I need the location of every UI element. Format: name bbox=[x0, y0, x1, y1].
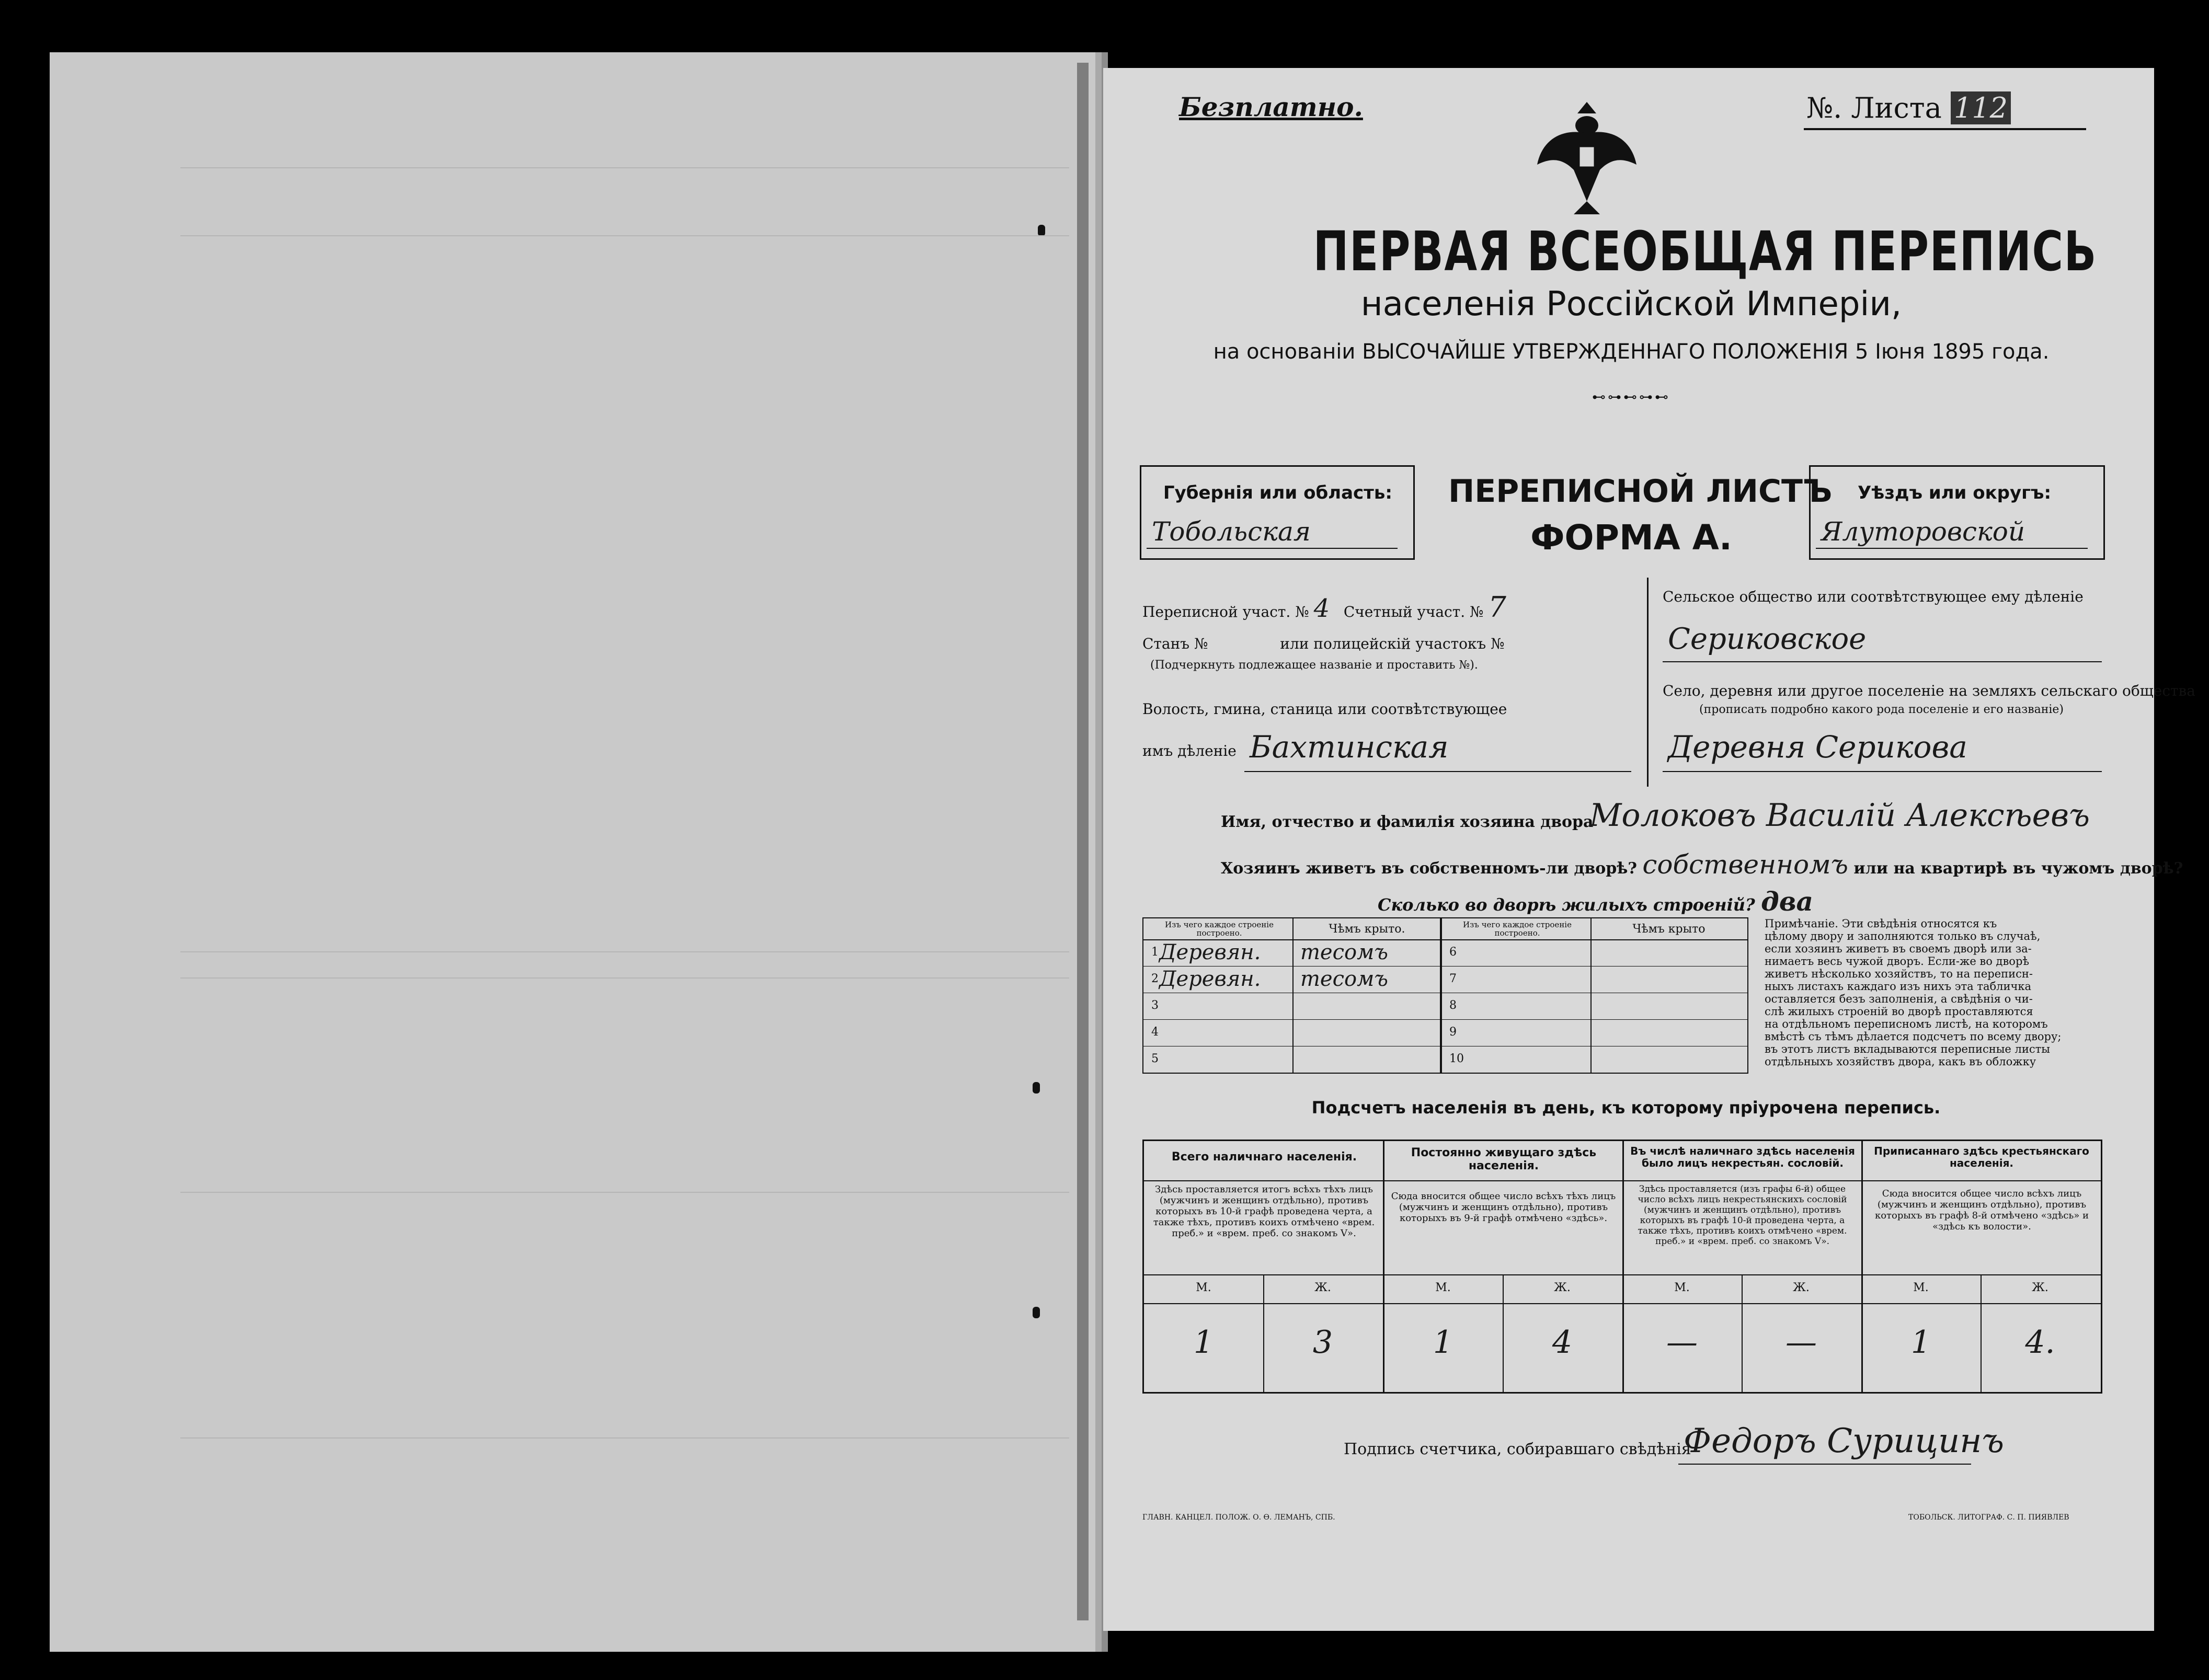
imperial-eagle-emblem bbox=[1532, 97, 1642, 217]
female-label: Ж. bbox=[1314, 1281, 1331, 1294]
binding-hole bbox=[1038, 225, 1045, 236]
row-roof: тесомъ bbox=[1300, 967, 1388, 991]
bleed-through-line bbox=[180, 951, 1069, 952]
guberniya-value: Тобольская bbox=[1152, 516, 1311, 547]
tally-col-desc: Здѣсь проставляется итогъ всѣхъ тѣхъ лицъ (мужчинъ и женщинъ отдѣльно), противъ которыхъ въ 10-й графѣ проведена черта, а также тѣхъ, противъ коихъ отмѣчено «врем. преб.» и «врем. преб. со знакомъ V». bbox=[1153, 1184, 1375, 1239]
note-line: оставляется безъ заполненія, а свѣдѣнія о чи- bbox=[1765, 993, 2033, 1005]
row-built: Деревян. bbox=[1159, 940, 1261, 964]
count-district-label: Счетный участ. № bbox=[1343, 603, 1484, 620]
row-roof: тесомъ bbox=[1300, 940, 1388, 964]
sheet-number-label bbox=[1806, 91, 2011, 124]
male-label: М. bbox=[1435, 1281, 1451, 1294]
note-line: въ этотъ листъ вкладываются переписные листы bbox=[1765, 1043, 2050, 1055]
bleed-through-line bbox=[180, 1437, 1069, 1439]
census-district-label: Переписной участ. № bbox=[1142, 603, 1309, 620]
note-line: нимаетъ весь чужой дворъ. Если-же во дворѣ bbox=[1765, 955, 2030, 968]
lives-value: собственномъ bbox=[1642, 849, 1848, 880]
tally-male-value: 1 bbox=[1193, 1324, 1214, 1361]
col-built-header-2: Изъ чего каждое строеніе построено. bbox=[1463, 920, 1572, 938]
buildings-table bbox=[1142, 917, 1748, 1074]
signature-label: Подпись счетчика, собиравшаго свѣдѣнія bbox=[1344, 1440, 1691, 1458]
note-line: живетъ нѣсколько хозяйствъ, то на переписн- bbox=[1765, 968, 2033, 980]
binding-hole bbox=[1033, 1307, 1040, 1318]
bleed-through-line bbox=[180, 977, 1069, 979]
uezd-label: Уѣздъ или округъ: bbox=[1858, 482, 2052, 503]
row-number: 1 bbox=[1151, 946, 1159, 959]
tally-col-title: Приписаннаго здѣсь крестьянскаго населенія. bbox=[1874, 1145, 2089, 1169]
table-rule bbox=[1143, 1019, 1747, 1020]
tally-table bbox=[1142, 1140, 2102, 1394]
underline-note: (Подчеркнуть подлежащее названіе и проставить №). bbox=[1150, 659, 1478, 672]
bleed-through-line bbox=[180, 167, 1069, 168]
owner-label: Имя, отчество и фамилія хозяина двора bbox=[1221, 813, 1594, 831]
row-number: 8 bbox=[1449, 999, 1457, 1012]
female-label: Ж. bbox=[1554, 1281, 1571, 1294]
tally-female-value: 3 bbox=[1312, 1324, 1333, 1361]
police-label: или полицейскій участокъ № bbox=[1280, 635, 1505, 652]
stan-field bbox=[1142, 635, 1505, 652]
ornament-divider: ⊷⊶⊷⊶⊷ bbox=[1592, 389, 1670, 405]
tally-male-value: — bbox=[1666, 1324, 1698, 1361]
male-label: М. bbox=[1196, 1281, 1211, 1294]
tally-col-title: Постоянно живущаго здѣсь населенія. bbox=[1411, 1146, 1597, 1172]
female-label: Ж. bbox=[2032, 1281, 2048, 1294]
row-number: 9 bbox=[1449, 1026, 1457, 1039]
buildings-label: Сколько во дворѣ жилыхъ строеній? bbox=[1378, 895, 1755, 915]
signature-value: Федоръ Сурицинъ bbox=[1684, 1422, 2005, 1460]
tally-col-title: Въ числѣ наличнаго здѣсь населенія было лицъ некрестьян. сословій. bbox=[1630, 1145, 1855, 1169]
society-label: Сельское общество или соотвѣтствующее ему дѣленіе bbox=[1663, 588, 2084, 605]
header-rule bbox=[1804, 128, 2086, 130]
signature-rule bbox=[1678, 1464, 1971, 1465]
note-block bbox=[1765, 917, 2104, 1068]
col-roof-header-2: Чѣмъ крыто bbox=[1632, 923, 1706, 936]
guberniya-box bbox=[1140, 465, 1415, 560]
table-rule bbox=[1440, 918, 1442, 1073]
census-district-value: 4 bbox=[1313, 594, 1330, 623]
row-number: 4 bbox=[1151, 1026, 1159, 1039]
census-district-field bbox=[1142, 591, 1506, 624]
tally-heading: Подсчетъ населенія въ день, къ которому пріурочена перепись. bbox=[1311, 1098, 1941, 1118]
col-roof-header: Чѣмъ крыто. bbox=[1329, 923, 1405, 936]
owner-value: Молоковъ Василій Алексѣевъ bbox=[1589, 797, 2090, 834]
volost-value: Бахтинская bbox=[1250, 729, 1449, 765]
volost-label-2: имъ дѣленіе bbox=[1142, 742, 1237, 760]
count-district-value: 7 bbox=[1488, 591, 1506, 624]
male-label: М. bbox=[1674, 1281, 1690, 1294]
free-label: Безплатно. bbox=[1179, 91, 1363, 122]
row-number: 10 bbox=[1449, 1052, 1464, 1065]
tally-male-value: 1 bbox=[1433, 1324, 1453, 1361]
village-value: Деревня Серикова bbox=[1668, 729, 1967, 765]
sheet-label: №. Листа bbox=[1806, 91, 1942, 124]
note-line: отдѣльныхъ хозяйствъ двора, какъ въ обложку bbox=[1765, 1055, 2036, 1068]
note-line: цѣлому двору и заполняются только въ случаѣ, bbox=[1765, 930, 2041, 942]
note-line: ныхъ листахъ каждаго изъ нихъ эта табличка bbox=[1765, 980, 2032, 993]
tally-male-value: 1 bbox=[1910, 1324, 1931, 1361]
printer-imprint-left: ГЛАВН. КАНЦЕЛ. ПОЛОЖ. О. Ѳ. ЛЕМАНЪ, СПБ. bbox=[1142, 1513, 1335, 1522]
lives-label-own: Хозяинъ живетъ въ собственномъ-ли дворѣ? bbox=[1221, 859, 1637, 878]
buildings-field bbox=[1378, 886, 1813, 917]
left-page bbox=[50, 52, 1095, 1652]
note-line: вмѣстѣ съ тѣмъ дѣлается подсчетъ по всему двору; bbox=[1765, 1030, 2062, 1043]
village-note: (прописать подробно какого рода поселеніе и его названіе) bbox=[1699, 703, 2064, 716]
form-main-title: ПЕРВАЯ ВСЕОБЩАЯ ПЕРЕПИСЬ bbox=[1313, 220, 2098, 283]
tally-col-desc: Сюда вносится общее число всѣхъ тѣхъ лицъ (мужчинъ и женщинъ отдѣльно), противъ которыхъ въ 9-й графѣ отмѣчено «здѣсь». bbox=[1391, 1191, 1616, 1224]
note-line: если хозяинъ живетъ въ своемъ дворѣ или за- bbox=[1765, 942, 2032, 955]
bleed-through-line bbox=[180, 235, 1069, 236]
field-rule bbox=[1663, 661, 2102, 662]
volost-label: Волость, гмина, станица или соотвѣтствующее bbox=[1142, 700, 1507, 718]
tally-col-title: Всего наличнаго населенія. bbox=[1171, 1150, 1357, 1164]
form-basis-line: на основаніи ВЫСОЧАЙШЕ УТВЕРЖДЕННАГО ПОЛОЖЕНІЯ 5 Іюня 1895 года. bbox=[1213, 340, 2050, 364]
row-built: Деревян. bbox=[1159, 967, 1261, 991]
tally-col-desc: Сюда вносится общее число всѣхъ лицъ (мужчинъ и женщинъ отдѣльно), противъ которыхъ въ графѣ 8-й отмѣчено «здѣсь» и «здѣсь къ волости». bbox=[1874, 1188, 2089, 1232]
field-rule bbox=[1244, 771, 1631, 772]
guberniya-label: Губернія или область: bbox=[1163, 482, 1392, 503]
female-label: Ж. bbox=[1793, 1281, 1810, 1294]
table-rule bbox=[1590, 918, 1592, 1073]
sheet-number: 112 bbox=[1951, 91, 2011, 124]
table-rule bbox=[1292, 918, 1294, 1073]
tally-female-value: — bbox=[1785, 1324, 1817, 1361]
col-built-header: Изъ чего каждое строеніе построено. bbox=[1165, 920, 1274, 938]
bleed-through-line bbox=[180, 1192, 1069, 1193]
tally-female-value: 4. bbox=[2025, 1324, 2055, 1361]
note-line: Примѣчаніе. Эти свѣдѣнія относятся къ bbox=[1765, 917, 1997, 930]
row-number: 3 bbox=[1151, 999, 1159, 1012]
stan-label: Станъ № bbox=[1142, 635, 1208, 652]
male-label: М. bbox=[1913, 1281, 1929, 1294]
binding-hole bbox=[1033, 1082, 1040, 1094]
census-form-page bbox=[1103, 68, 2195, 1631]
society-value: Сериковское bbox=[1668, 622, 1867, 656]
row-number: 5 bbox=[1151, 1052, 1159, 1065]
form-title-form-a: ФОРМА А. bbox=[1530, 517, 1732, 558]
row-number: 2 bbox=[1151, 972, 1159, 985]
village-label: Село, деревня или другое поселеніе на земляхъ сельскаго общества bbox=[1663, 682, 2195, 699]
column-divider bbox=[1647, 578, 1649, 787]
tally-col-desc: Здѣсь проставляется (изъ графы 6-й) общее число всѣхъ лицъ некрестьянскихъ сословій (мужчинъ и женщинъ отдѣльно), противъ которыхъ въ графѣ 10-й проведена черта, а также тѣхъ, противъ коихъ отмѣчено «врем. преб.» и «врем. преб. со знакомъ V». bbox=[1638, 1184, 1847, 1247]
printer-imprint-right: ТОБОЛЬСК. ЛИТОГРАФ. С. П. ПИЯВЛЕВ bbox=[1908, 1513, 2069, 1522]
uezd-value: Ялуторовской bbox=[1821, 516, 2025, 547]
buildings-value: два bbox=[1760, 886, 1813, 917]
tally-female-value: 4 bbox=[1552, 1324, 1573, 1361]
form-subtitle: населенія Россійской Имперіи, bbox=[1360, 285, 1902, 324]
note-line: на отдѣльномъ переписномъ листѣ, на которомъ bbox=[1765, 1018, 2048, 1030]
note-line: слѣ жилыхъ строеній во дворѣ проставляются bbox=[1765, 1005, 2033, 1018]
field-rule bbox=[1663, 771, 2102, 772]
form-title-sheet: ПЕРЕПИСНОЙ ЛИСТЪ bbox=[1448, 473, 1833, 510]
field-rule bbox=[1147, 548, 1398, 549]
lives-label-rent: или на квартирѣ въ чужомъ дворѣ? bbox=[1853, 859, 2183, 878]
field-rule bbox=[1816, 548, 2088, 549]
page-edge bbox=[1077, 63, 1089, 1620]
uezd-box bbox=[1809, 465, 2105, 560]
row-number: 6 bbox=[1449, 946, 1457, 959]
lives-field bbox=[1221, 849, 2183, 880]
row-number: 7 bbox=[1449, 972, 1457, 985]
